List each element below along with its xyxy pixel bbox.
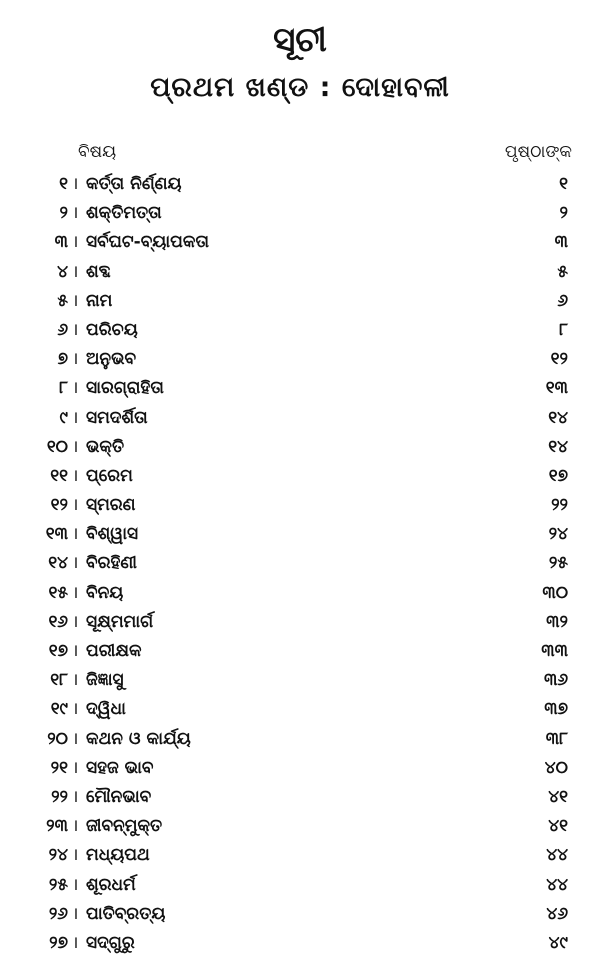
entry-title: ଶକ୍ତିମତ୍ତା [86,203,162,224]
entry-title: ଦ୍ୱିଧା [86,699,126,720]
toc-entry [0,345,600,374]
entry-number: ୨୫ [48,874,68,895]
toc-entry [0,491,600,520]
entry-page-number: ୩ [554,232,568,253]
entry-number: ୯ [59,407,68,428]
toc-entry [0,695,600,724]
entry-page-number: ୨୪ [548,524,568,545]
entry-separator: । [72,786,79,807]
entry-page-number: ୧୪ [548,407,568,428]
entry-page-number: ୧୪ [548,436,568,457]
entry-number: ୨୬ [48,903,68,924]
entry-separator: । [72,582,79,603]
entry-number: ୫ [57,290,68,311]
entry-title: ଭକ୍ତି [86,436,125,457]
entry-separator: । [72,816,79,837]
entry-title: ସହଜ ଭାବ [86,757,154,778]
entry-page-number: ୫ [557,261,568,282]
entry-title: ବିଶ୍ୱାସ [86,524,139,545]
toc-entry [0,520,600,549]
entry-page-number: ୩୦ [542,582,568,603]
entry-number: ୧୪ [48,553,68,574]
entry-page-number: ୬ [557,290,568,311]
toc-entry [0,287,600,316]
toc-entry [0,725,600,754]
entry-page-number: ୪୯ [548,932,568,953]
entry-separator: । [72,524,79,545]
entry-number: ୧୯ [50,699,68,720]
entry-number: ୨୭ [49,932,68,953]
entry-number: ୧୩ [45,524,68,545]
entry-page-number: ୩୩ [541,641,568,661]
entry-title: ସ୍ମରଣ [86,495,136,516]
toc-entry [0,462,600,491]
entry-separator: । [72,874,79,895]
entry-page-number: ୨୫ [548,553,568,574]
entry-separator: । [72,203,79,224]
entry-title: ପରିଚୟ [86,319,138,340]
entry-separator: । [72,495,79,516]
entry-title: ଅନୁଭବ [86,349,137,370]
entry-title: ଜିଜ୍ଞାସୁ [86,670,124,691]
entry-page-number: ୧ [559,174,568,194]
entry-number: ୧୮ [50,670,68,691]
toc-entry [0,871,600,900]
entry-number: ୨୧ [50,757,68,778]
entry-page-number: ୪୪ [546,874,568,895]
toc-entry [0,316,600,345]
entry-number: ୧ [59,174,68,194]
entry-title: ସଦ୍‌ଗୁରୁ [86,932,135,953]
entry-page-number: ୧୨ [550,349,568,370]
entry-title: କର୍ତ୍ତା ନିର୍ଣ୍ଣୟ [86,174,182,194]
entry-title: ମଧ୍ୟପଥ [86,845,150,866]
entry-separator: । [72,845,79,866]
entry-separator: । [72,349,79,370]
entry-title: ଶବ୍ଦ [86,261,111,282]
entry-number: ୧୭ [48,641,68,661]
toc-entry [0,783,600,812]
entry-page-number: ୮ [559,319,568,340]
entry-page-number: ୨ [559,203,568,224]
entry-separator: । [72,465,79,486]
entry-title: ବିନୟ [86,582,124,603]
section-subtitle: ପ୍ରଥମ ଖଣ୍ଡ : ଦୋହାବଳୀ [150,72,450,103]
entry-number: ୨ [59,203,68,224]
entry-separator: । [72,699,79,720]
entry-number: ୧୨ [50,495,68,516]
entry-title: ପରୀକ୍ଷକ [86,641,142,661]
toc-entry [0,637,600,666]
entry-separator: । [72,436,79,457]
toc-entry [0,929,600,958]
toc-entry [0,754,600,783]
entry-page-number: ୪୬ [546,903,568,924]
toc-entry [0,900,600,929]
entry-page-number: ୩୬ [543,670,568,691]
toc-entry [0,666,600,695]
toc-list [0,170,600,958]
entry-number: ୧୬ [48,611,68,632]
entry-title: କଥନ ଓ କାର୍ଯ୍ୟ [86,728,191,749]
entry-separator: । [72,611,79,632]
entry-separator: । [72,290,79,311]
entry-separator: । [72,932,79,953]
entry-number: ୨୨ [51,786,68,807]
toc-entry [0,374,600,403]
entry-title: ନାମ [86,290,113,311]
entry-title: ସର୍ବଘଟ-ବ୍ୟାପକତା [86,232,209,253]
entry-separator: । [72,232,79,253]
entry-title: ବିରହିଣୀ [86,553,137,574]
entry-separator: । [72,553,79,574]
entry-separator: । [72,641,79,661]
toc-entry [0,579,600,608]
entry-page-number: ୩୮ [545,728,568,749]
toc-entry [0,404,600,433]
entry-page-number: ୧୩ [545,378,568,399]
entry-page-number: ୩୭ [544,699,568,720]
entry-separator: । [72,757,79,778]
toc-entry [0,841,600,870]
entry-page-number: ୩୨ [546,611,568,632]
entry-title: ଶୂରଧର୍ମ [86,874,136,895]
entry-title: ଜୀବନ୍ମୁକ୍ତ [86,816,163,837]
entry-number: ୨୩ [46,816,68,837]
entry-title: ସାରଗ୍ରାହିତା [86,378,164,399]
entry-number: ୮ [59,378,68,399]
entry-title: ପାତିବ୍ରତ୍ୟ [86,903,166,924]
entry-title: ସମଦର୍ଶିତା [86,407,148,428]
entry-number: ୧୫ [48,582,68,603]
page-column-header: ପୃଷ୍ଠାଙ୍କ [504,142,572,162]
toc-entry [0,228,600,257]
entry-page-number: ୪୦ [544,757,568,778]
toc-entry [0,170,600,199]
entry-separator: । [72,670,79,691]
toc-entry [0,258,600,287]
toc-entry [0,433,600,462]
entry-separator: । [72,903,79,924]
toc-entry [0,199,600,228]
entry-page-number: ୧୭ [548,465,568,486]
entry-title: ପ୍ରେମ [86,465,133,486]
entry-number: ୨୦ [47,728,68,749]
entry-separator: । [72,728,79,749]
entry-separator: । [72,174,79,194]
toc-entry [0,549,600,578]
entry-number: ୭ [57,349,68,370]
entry-number: ୧୧ [50,465,68,486]
subject-column-header: ବିଷୟ [78,142,117,162]
toc-entry [0,608,600,637]
entry-page-number: ୪୧ [548,816,568,837]
entry-number: ୪ [57,261,68,282]
entry-number: ୩ [54,232,68,253]
entry-title: ସୂକ୍ଷ୍ମମାର୍ଗ [86,611,154,632]
entry-separator: । [72,407,79,428]
entry-page-number: ୪୪ [546,845,568,866]
entry-separator: । [72,319,79,340]
toc-entry [0,812,600,841]
entry-page-number: ୪୧ [548,786,568,807]
entry-separator: । [72,261,79,282]
entry-number: ୨୪ [48,845,68,866]
entry-separator: । [72,378,79,399]
entry-number: ୧୦ [46,436,68,457]
entry-number: ୬ [57,319,68,340]
page-title: ସୂଚୀ [273,20,327,60]
entry-page-number: ୨୨ [551,495,568,516]
entry-title: ମୌନଭାବ [86,786,152,807]
